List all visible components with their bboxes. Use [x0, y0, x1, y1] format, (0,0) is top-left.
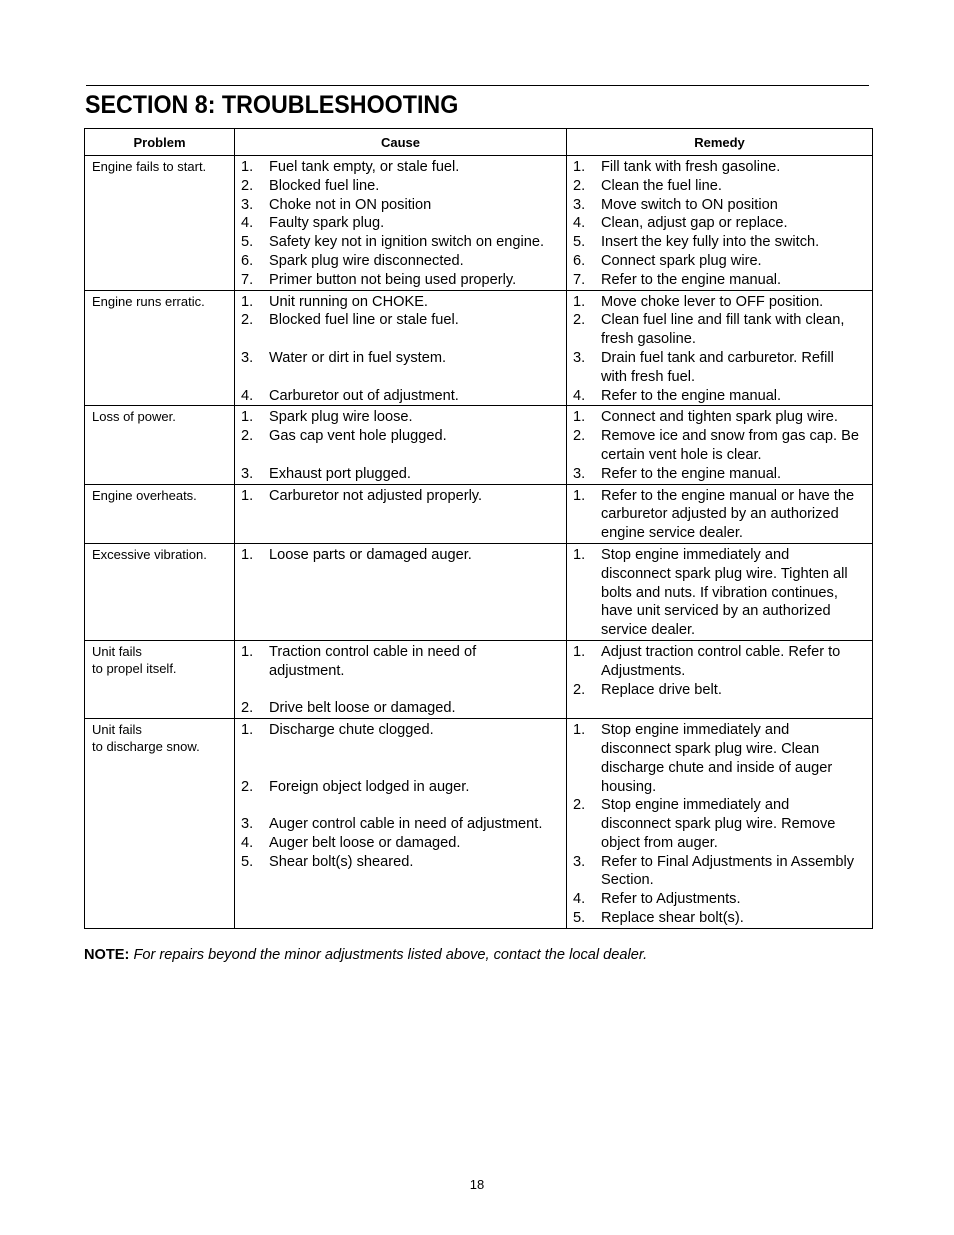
cause-item [241, 330, 566, 349]
cause-cell [235, 156, 567, 291]
cause-item [241, 233, 566, 252]
cause-item [241, 214, 566, 233]
section-title: SECTION 8: TROUBLESHOOTING [85, 91, 459, 119]
remedy-item [573, 834, 872, 853]
table-header-row [85, 129, 873, 156]
remedy-item [573, 330, 872, 349]
item-text: Stop engine immediately and [601, 797, 790, 814]
item-number: 2. [241, 312, 254, 329]
table-body [85, 156, 873, 929]
item-number: 2. [241, 428, 254, 445]
note-text: For repairs beyond the minor adjustments listed above, contact the local dealer. [133, 947, 648, 963]
item-number: 1. [573, 546, 586, 563]
cause-item [241, 368, 566, 387]
cause-item [241, 293, 566, 312]
cause-cell [235, 484, 567, 543]
item-number: 5. [241, 234, 254, 251]
remedy-list [573, 487, 872, 543]
item-number: 3. [573, 196, 586, 213]
item-number: 7. [241, 271, 254, 288]
remedy-item [573, 349, 872, 368]
item-text: Connect and tighten spark plug wire. [601, 409, 838, 426]
item-number: 2. [241, 177, 254, 194]
troubleshooting-table [84, 128, 873, 929]
remedy-item [573, 487, 872, 506]
item-number: 1. [241, 643, 254, 660]
item-text: Remove ice and snow from gas cap. Be [601, 428, 859, 445]
item-text: Replace drive belt. [601, 681, 722, 698]
cause-item [241, 815, 566, 834]
remedy-item [573, 271, 872, 290]
cause-item [241, 177, 566, 196]
item-number: 3. [573, 349, 586, 366]
item-text: Shear bolt(s) sheared. [269, 853, 414, 870]
remedy-item [573, 602, 872, 621]
remedy-cell [567, 290, 873, 406]
item-number: 2. [573, 681, 586, 698]
cause-item [241, 796, 566, 815]
remedy-item [573, 796, 872, 815]
header-problem: Problem [85, 129, 235, 156]
item-text: disconnect spark plug wire. Tighten all [601, 565, 848, 582]
item-text: Replace shear bolt(s). [601, 910, 744, 927]
table-row [85, 156, 873, 291]
item-text: Safety key not in ignition switch on engine. [269, 234, 545, 251]
item-text: housing. [601, 778, 657, 795]
cause-item [241, 349, 566, 368]
item-text: Stop engine immediately and [601, 722, 790, 739]
remedy-item [573, 778, 872, 797]
item-number: 2. [573, 797, 586, 814]
table-row [85, 290, 873, 406]
item-text: Faulty spark plug. [269, 215, 385, 232]
item-text: Auger control cable in need of adjustment. [269, 816, 543, 833]
remedy-list [573, 546, 872, 640]
note-label: NOTE: [84, 947, 130, 963]
remedy-item [573, 759, 872, 778]
item-text: certain vent hole is clear. [601, 446, 762, 463]
item-number: 1. [241, 722, 254, 739]
item-text: Exhaust port plugged. [269, 465, 411, 482]
item-number: 4. [241, 387, 254, 404]
item-number: 1. [573, 293, 586, 310]
item-text: Clean, adjust gap or replace. [601, 215, 788, 232]
cause-item [241, 446, 566, 465]
remedy-cell [567, 484, 873, 543]
cause-cell [235, 543, 567, 640]
page-number: 18 [469, 1177, 485, 1192]
problem-text: Loss of power. [92, 409, 176, 425]
cause-cell [235, 640, 567, 718]
problem-text: Unit fails [92, 643, 142, 659]
cause-cell [235, 406, 567, 484]
item-number: 1. [241, 487, 254, 504]
item-text: Refer to the engine manual. [601, 271, 782, 288]
cause-item [241, 853, 566, 872]
item-text: object from auger. [601, 834, 718, 851]
remedy-item [573, 721, 872, 740]
item-text: Refer to the engine manual. [601, 387, 782, 404]
item-number: 1. [241, 546, 254, 563]
table-row [85, 640, 873, 718]
remedy-item [573, 681, 872, 700]
problem-cell [85, 156, 235, 291]
item-text: Fill tank with fresh gasoline. [601, 159, 781, 175]
item-number: 1. [573, 722, 586, 739]
item-text: Move switch to ON position [601, 196, 778, 213]
item-text: Refer to Final Adjustments in Assembly [601, 853, 855, 870]
cause-list [241, 158, 566, 290]
cause-item [241, 387, 566, 406]
remedy-item [573, 446, 872, 465]
item-text: Spark plug wire loose. [269, 409, 413, 426]
remedy-item [573, 909, 872, 928]
problem-text: to propel itself. [92, 660, 177, 676]
cause-item [241, 271, 566, 290]
item-text: Refer to Adjustments. [601, 891, 741, 908]
cause-item [241, 662, 566, 681]
item-number: 3. [573, 465, 586, 482]
remedy-item [573, 546, 872, 565]
item-text: Discharge chute clogged. [269, 722, 434, 739]
item-text: Move choke lever to OFF position. [601, 293, 824, 310]
cause-list [241, 546, 566, 565]
table-row [85, 406, 873, 484]
remedy-item [573, 293, 872, 312]
item-text: Fuel tank empty, or stale fuel. [269, 159, 460, 175]
item-text: Foreign object lodged in auger. [269, 778, 470, 795]
remedy-item [573, 871, 872, 890]
remedy-list [573, 158, 872, 290]
item-text: Carburetor out of adjustment. [269, 387, 459, 404]
header-rule [86, 85, 869, 86]
problem-cell [85, 719, 235, 929]
item-number: 2. [573, 312, 586, 329]
item-number: 6. [241, 252, 254, 269]
problem-text: Unit fails [92, 722, 142, 738]
cause-item [241, 427, 566, 446]
problem-text: Engine overheats. [92, 487, 197, 503]
item-text: Auger belt loose or damaged. [269, 834, 461, 851]
item-text: engine service dealer. [601, 525, 743, 542]
cause-item [241, 643, 566, 662]
item-number: 3. [241, 196, 254, 213]
item-text: Stop engine immediately and [601, 546, 790, 563]
cause-item [241, 546, 566, 565]
item-text: carburetor adjusted by an authorized [601, 506, 839, 523]
problem-cell [85, 640, 235, 718]
item-text: fresh gasoline. [601, 331, 696, 348]
remedy-item [573, 740, 872, 759]
item-number: 2. [573, 428, 586, 445]
table-row [85, 484, 873, 543]
cause-list [241, 643, 566, 718]
remedy-item [573, 252, 872, 271]
cause-item [241, 408, 566, 427]
cause-item [241, 740, 566, 759]
cause-item [241, 759, 566, 778]
item-number: 4. [573, 215, 586, 232]
cause-item [241, 834, 566, 853]
remedy-list [573, 721, 872, 928]
remedy-cell [567, 156, 873, 291]
item-text: Clean fuel line and fill tank with clean, [601, 312, 845, 329]
item-text: discharge chute and inside of auger [601, 759, 833, 776]
remedy-item [573, 233, 872, 252]
item-text: Blocked fuel line. [269, 177, 380, 194]
remedy-item [573, 584, 872, 603]
remedy-item [573, 427, 872, 446]
item-number: 1. [241, 159, 254, 175]
remedy-item [573, 643, 872, 662]
item-text: Clean the fuel line. [601, 177, 722, 194]
cause-item [241, 196, 566, 215]
remedy-item [573, 196, 872, 215]
item-text: Adjust traction control cable. Refer to [601, 643, 841, 660]
item-number: 1. [241, 293, 254, 310]
remedy-list [573, 293, 872, 406]
item-number: 1. [573, 487, 586, 504]
remedy-list [573, 643, 872, 699]
item-number: 3. [241, 349, 254, 366]
item-text: Section. [601, 872, 654, 889]
header-remedy: Remedy [567, 129, 873, 156]
item-text: with fresh fuel. [601, 368, 696, 385]
item-number: 5. [573, 234, 586, 251]
item-number: 4. [241, 834, 254, 851]
item-text: Connect spark plug wire. [601, 252, 762, 269]
item-number: 4. [573, 891, 586, 908]
cause-item [241, 465, 566, 484]
header-cause: Cause [235, 129, 567, 156]
item-text: service dealer. [601, 622, 696, 639]
item-number: 5. [241, 853, 254, 870]
item-text: Choke not in ON position [269, 196, 432, 213]
item-text: disconnect spark plug wire. Clean [601, 740, 820, 757]
item-text: bolts and nuts. If vibration continues, [601, 584, 838, 601]
problem-text: to discharge snow. [92, 739, 200, 755]
remedy-item [573, 368, 872, 387]
remedy-item [573, 662, 872, 681]
remedy-item [573, 853, 872, 872]
item-number: 4. [241, 215, 254, 232]
item-text: Water or dirt in fuel system. [269, 349, 447, 366]
remedy-item [573, 387, 872, 406]
cause-list [241, 293, 566, 406]
item-text: Blocked fuel line or stale fuel. [269, 312, 459, 329]
problem-text: Excessive vibration. [92, 546, 207, 562]
cause-item [241, 487, 566, 506]
cause-item [241, 311, 566, 330]
remedy-item [573, 177, 872, 196]
cause-cell [235, 290, 567, 406]
table-row [85, 543, 873, 640]
item-number: 3. [241, 465, 254, 482]
remedy-item [573, 524, 872, 543]
cause-list [241, 721, 566, 871]
problem-cell [85, 543, 235, 640]
cause-item [241, 252, 566, 271]
cause-list [241, 487, 566, 506]
cause-item [241, 158, 566, 177]
remedy-item [573, 214, 872, 233]
remedy-cell [567, 406, 873, 484]
item-text: Traction control cable in need of [269, 643, 477, 660]
item-number: 2. [573, 177, 586, 194]
problem-cell [85, 406, 235, 484]
item-text: Unit running on CHOKE. [269, 293, 428, 310]
remedy-item [573, 621, 872, 640]
item-number: 3. [573, 853, 586, 870]
item-number: 1. [573, 409, 586, 426]
item-text: Carburetor not adjusted properly. [269, 487, 483, 504]
item-text: adjustment. [269, 662, 345, 679]
cause-item [241, 699, 566, 718]
item-text: Drain fuel tank and carburetor. Refill [601, 349, 834, 366]
cause-list [241, 408, 566, 483]
item-text: Loose parts or damaged auger. [269, 546, 472, 563]
item-number: 5. [573, 910, 586, 927]
cause-item [241, 778, 566, 797]
item-text: disconnect spark plug wire. Remove [601, 816, 836, 833]
cause-cell [235, 719, 567, 929]
item-number: 2. [241, 700, 254, 717]
remedy-item [573, 408, 872, 427]
remedy-cell [567, 543, 873, 640]
item-number: 3. [241, 816, 254, 833]
item-text: Drive belt loose or damaged. [269, 700, 456, 717]
item-number: 6. [573, 252, 586, 269]
footnote [84, 947, 647, 963]
problem-cell [85, 484, 235, 543]
item-text: Insert the key fully into the switch. [601, 234, 820, 251]
item-number: 1. [573, 643, 586, 660]
item-text: Adjustments. [601, 662, 686, 679]
problem-text: Engine fails to start. [92, 159, 207, 174]
remedy-list [573, 408, 872, 483]
remedy-item [573, 890, 872, 909]
item-number: 1. [573, 159, 586, 175]
item-text: have unit serviced by an authorized [601, 603, 831, 620]
table-row [85, 719, 873, 929]
item-text: Primer button not being used properly. [269, 271, 517, 288]
remedy-cell [567, 719, 873, 929]
remedy-item [573, 505, 872, 524]
item-number: 1. [241, 409, 254, 426]
problem-text: Engine runs erratic. [92, 293, 205, 309]
cause-item [241, 681, 566, 700]
remedy-cell [567, 640, 873, 718]
item-number: 4. [573, 387, 586, 404]
item-text: Refer to the engine manual or have the [601, 487, 855, 504]
remedy-item [573, 311, 872, 330]
item-text: Refer to the engine manual. [601, 465, 782, 482]
item-text: Spark plug wire disconnected. [269, 252, 464, 269]
item-text: Gas cap vent hole plugged. [269, 428, 447, 445]
cause-item [241, 721, 566, 740]
problem-cell [85, 290, 235, 406]
remedy-item [573, 815, 872, 834]
remedy-item [573, 158, 872, 177]
item-number: 7. [573, 271, 586, 288]
remedy-item [573, 565, 872, 584]
remedy-item [573, 465, 872, 484]
item-number: 2. [241, 778, 254, 795]
